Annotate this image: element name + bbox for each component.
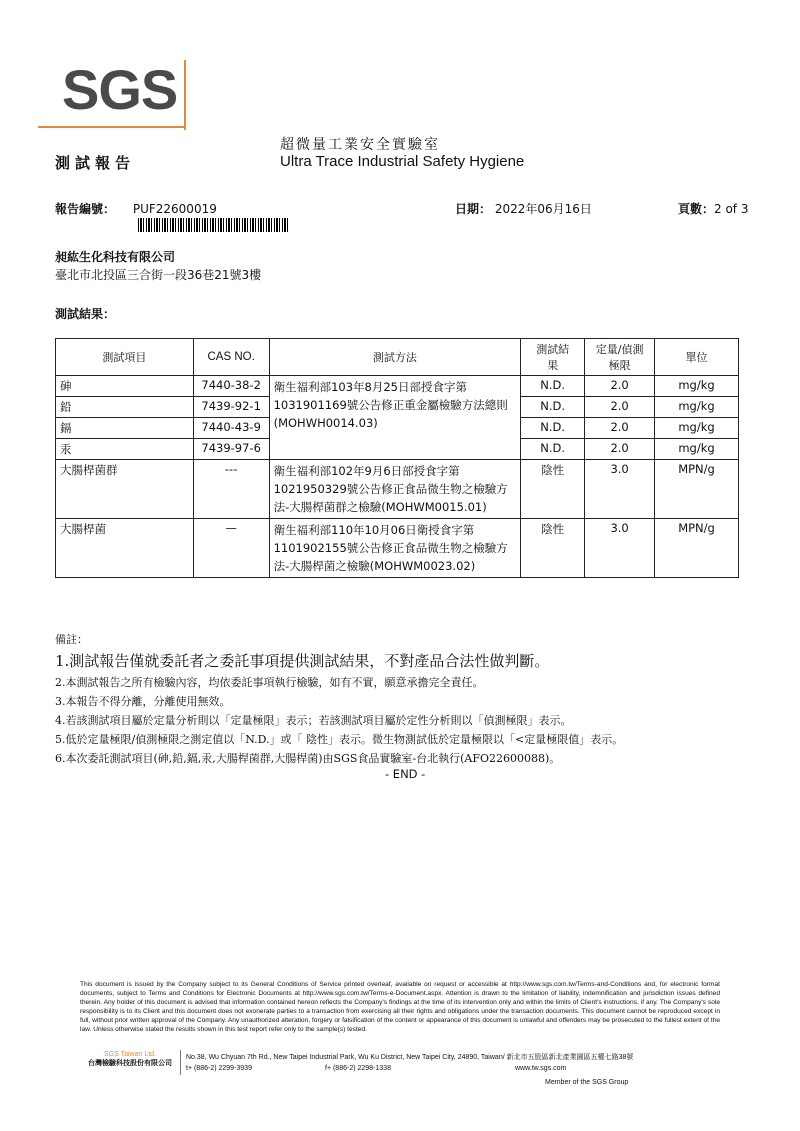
header-item: 測試項目 xyxy=(56,339,194,376)
cell-item: 汞 xyxy=(56,439,194,460)
sgs-logo: SGS xyxy=(62,58,178,121)
cell-item: 鉛 xyxy=(56,397,194,418)
end-marker: - END - xyxy=(385,767,426,781)
footer-disclaimer: This document is issued by the Company subject to its General Conditions of Service printed overleaf, available on request or accessible at http://www.sgs.com.tw/Terms-and-Conditions and, for electronic format documents, subject to Terms and Conditions for Electronic Documents at http://www.sgs.com.tw/Terms-e-Document.aspx. Attention is drawn to the limitation of liability, indemnification and jurisdiction issues defined therein. Any holder of this document is advised that information contained hereon reflects the Company's findings at the time of its intervention only and within the limits of Client's instructions, if any. The Company's sole responsibility is to its Client and this document does not exonerate parties to a transaction from exercising all their rights and obligations under the transaction documents. This document cannot be reproduced except in full, without prior written approval of the Company. Any unauthorized alteration, forgery or falsification of the content or appearance of this document is unlawful and offenders may be prosecuted to the fullest extent of the law. Unless otherwise stated the results shown in this test report refer only to the sample(s) tested. xyxy=(80,981,720,1033)
client-address: 臺北市北投區三合街一段36巷21號3樓 xyxy=(55,268,262,282)
cell-cas: --- xyxy=(193,460,269,519)
footer-address: No.38, Wu Chyuan 7th Rd., New Taipei Industrial Park, Wu Ku District, New Taipei City, 24890, Taiwan/ 新北市五股區新北產業園區五權七路38號 xyxy=(186,1054,634,1061)
cell-result: 陰性 xyxy=(521,519,585,578)
header-limit: 定量/偵測極限 xyxy=(585,339,655,376)
cell-unit: MPN/g xyxy=(655,519,739,578)
page-value: 2 of 3 xyxy=(714,202,749,216)
results-table xyxy=(55,338,739,578)
report-number xyxy=(55,200,217,217)
table-row xyxy=(56,460,739,519)
footer-divider xyxy=(180,1050,181,1075)
date-label: 日期： xyxy=(455,202,492,216)
date-value: 2022年06月16日 xyxy=(494,202,592,216)
cell-result: N.D. xyxy=(521,439,585,460)
header-method: 測試方法 xyxy=(269,339,521,376)
cell-method-metals: 衛生福利部103年8月25日部授食字第1031901169號公告修正重金屬檢驗方法總則(MOHWH0014.03) xyxy=(269,376,521,460)
note-item: 5.低於定量極限/偵測極限之測定值以「N.D.」或「 陰性」表示。微生物測試低於定量極限以「<定量極限值」表示。 xyxy=(55,733,624,746)
cell-cas: 7439-92-1 xyxy=(193,397,269,418)
page-number xyxy=(678,200,748,217)
logo-divider xyxy=(184,60,186,130)
cell-limit: 2.0 xyxy=(585,376,655,397)
cell-limit: 2.0 xyxy=(585,439,655,460)
client-company: 昶紘生化科技有限公司 xyxy=(55,250,176,264)
cell-method-coliforms: 衛生福利部102年9月6日部授食字第1021950329號公告修正食品微生物之檢驗方法-大腸桿菌群之檢驗(MOHWM0015.01) xyxy=(269,460,521,519)
cell-unit: mg/kg xyxy=(655,418,739,439)
notes-title: 備註： xyxy=(55,633,88,646)
report-date xyxy=(455,200,592,217)
report-number-value: PUF22600019 xyxy=(132,202,217,216)
cell-limit: 3.0 xyxy=(585,460,655,519)
table-row xyxy=(56,376,739,397)
footer-tel: t+ (886-2) 2299-3939 xyxy=(186,1065,252,1072)
cell-limit: 2.0 xyxy=(585,397,655,418)
cell-limit: 2.0 xyxy=(585,418,655,439)
lab-name-cn: 超微量工業安全實驗室 xyxy=(280,137,440,153)
cell-limit: 3.0 xyxy=(585,519,655,578)
note-item: 6.本次委託測試項目(砷,鉛,鎘,汞,大腸桿菌群,大腸桿菌)由SGS食品實驗室-台北執行(AFO22600088)。 xyxy=(55,752,561,765)
cell-unit: mg/kg xyxy=(655,376,739,397)
header-unit: 單位 xyxy=(655,339,739,376)
cell-item: 大腸桿菌 xyxy=(56,519,194,578)
note-item: 2.本測試報告之所有檢驗內容，均依委託事項執行檢驗，如有不實，願意承擔完全責任。 xyxy=(55,676,484,689)
note-item: 3.本報告不得分離，分離使用無效。 xyxy=(55,695,231,708)
barcode xyxy=(138,218,288,232)
cell-result: N.D. xyxy=(521,418,585,439)
table-row xyxy=(56,519,739,578)
footer-fax: f+ (886-2) 2298-1338 xyxy=(325,1065,391,1072)
table-header-row xyxy=(56,339,739,376)
cell-cas: 7440-38-2 xyxy=(193,376,269,397)
brand-en: SGS Taiwan Ltd. xyxy=(103,1051,156,1058)
cell-item: 鎘 xyxy=(56,418,194,439)
cell-method-ecoli: 衛生福利部110年10月06日衛授食字第1101902155號公告修正食品微生物之檢驗方法-大腸桿菌之檢驗(MOHWM0023.02) xyxy=(269,519,521,578)
cell-cas: 7439-97-6 xyxy=(193,439,269,460)
note-item: 1.測試報告僅就委託者之委託事項提供測試結果，不對產品合法性做判斷。 xyxy=(55,652,550,670)
report-number-label: 報告編號： xyxy=(55,202,116,216)
page-label: 頁數： xyxy=(678,202,715,216)
cell-result: 陰性 xyxy=(521,460,585,519)
cell-cas: 7440-43-9 xyxy=(193,418,269,439)
cell-item: 砷 xyxy=(56,376,194,397)
cell-item: 大腸桿菌群 xyxy=(56,460,194,519)
cell-unit: mg/kg xyxy=(655,439,739,460)
footer-member: Member of the SGS Group xyxy=(545,1079,629,1086)
brand-cn: 台灣檢驗科技股份有限公司 xyxy=(88,1059,172,1067)
header-result: 測試結果 xyxy=(521,339,585,376)
lab-name-en: Ultra Trace Industrial Safety Hygiene xyxy=(280,153,525,170)
note-item: 4.若該測試項目屬於定量分析則以「定量極限」表示；若該測試項目屬於定性分析則以「偵測極限」表示。 xyxy=(55,714,572,727)
cell-result: N.D. xyxy=(521,376,585,397)
cell-cas: — xyxy=(193,519,269,578)
results-label: 測試結果： xyxy=(55,307,116,321)
logo-underline xyxy=(38,126,184,128)
notes-section xyxy=(55,630,623,768)
cell-unit: mg/kg xyxy=(655,397,739,418)
header-cas: CAS NO. xyxy=(193,339,269,376)
cell-unit: MPN/g xyxy=(655,460,739,519)
report-title: 測試報告 xyxy=(55,154,136,172)
footer-web: www.tw.sgs.com xyxy=(515,1065,567,1072)
cell-result: N.D. xyxy=(521,397,585,418)
footer-brand xyxy=(80,1051,180,1068)
